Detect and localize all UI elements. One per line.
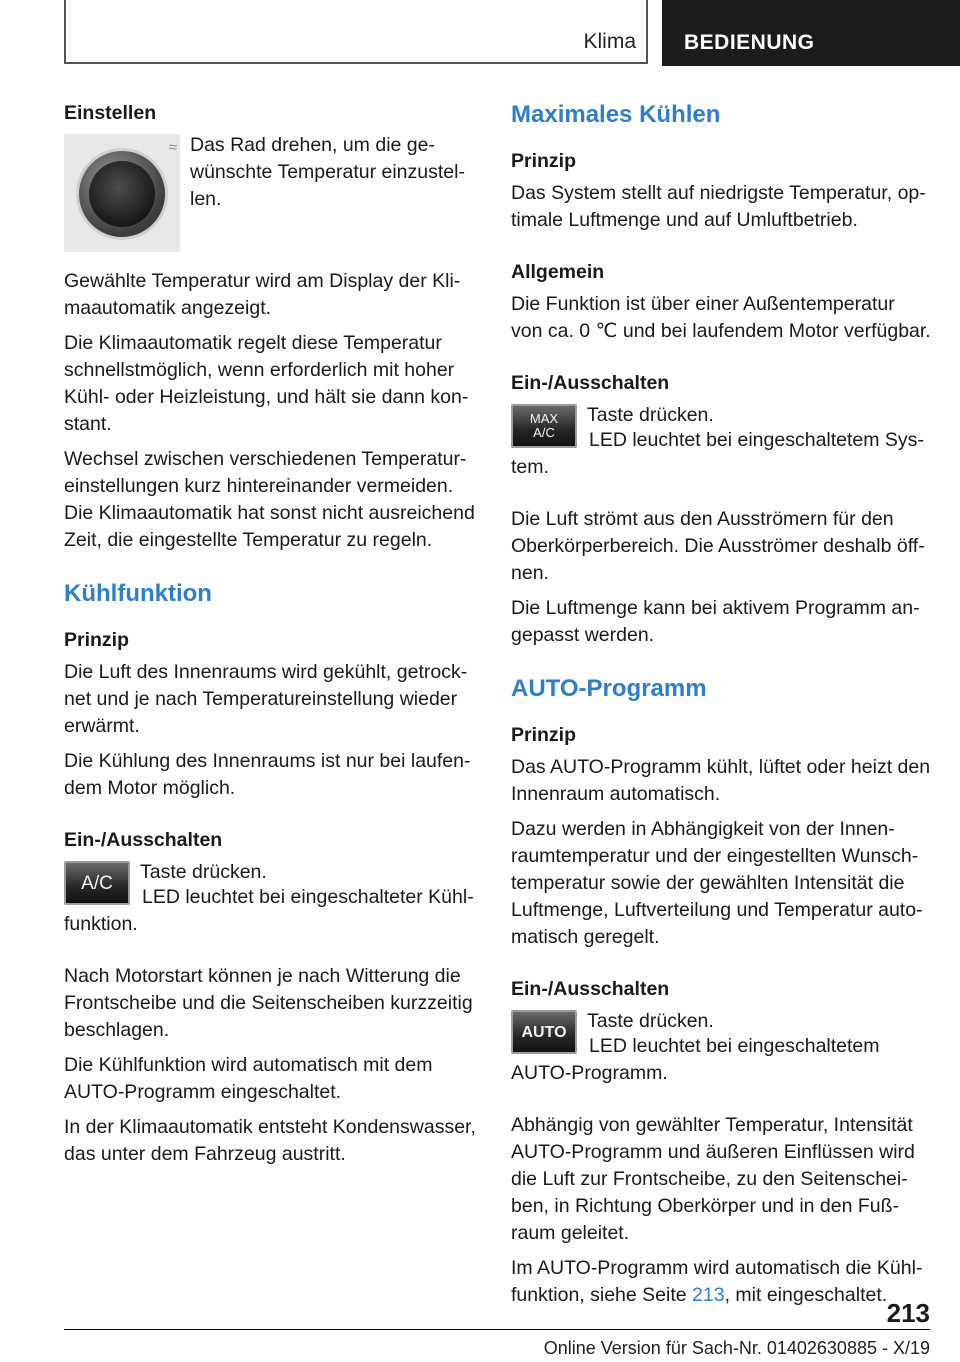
ac-button-image: A/C xyxy=(64,861,130,905)
footer-divider xyxy=(64,1329,930,1330)
knob-figure xyxy=(64,132,482,268)
paragraph: Die Kühlung des Innenraums ist nur bei laufendem Motor möglich. xyxy=(64,750,471,799)
paragraph: Das System stellt auf niedrigste Temperatur, optimale Luftmenge und auf Umluftbetrieb. xyxy=(511,182,926,231)
paragraph: Im AUTO-Programm wird automatisch die Kühlfunktion, siehe Seite 213, mit eingeschaltet. xyxy=(511,1257,923,1306)
heat-waves-icon: ≈ xyxy=(168,139,177,156)
paragraph: Nach Motorstart können je nach Witterung die Frontscheibe und die Seitenscheiben kurzzeitig beschlagen. xyxy=(64,965,473,1041)
header-section-title: Klima xyxy=(583,30,636,53)
knob-instruction: Das Rad drehen, um die gewünschte Temperatur einzustellen. xyxy=(190,134,465,210)
led-text: LED leuchtet bei eingeschaltetem System. xyxy=(511,429,924,478)
heading-einstellen: Einstellen xyxy=(64,102,157,124)
paragraph: Die Luft strömt aus den Ausströmern für den Oberkörperbereich. Die Ausströmer deshalb öffnen. xyxy=(511,508,925,584)
press-text: Taste drücken. xyxy=(587,1010,714,1032)
max-ac-label-line2: A/C xyxy=(533,425,555,440)
paragraph: Die Luftmenge kann bei aktivem Programm angepasst werden. xyxy=(511,597,920,646)
paragraph: Die Luft des Innenraums wird gekühlt, getrocknet und je nach Temperatureinstellung wieder erwärmt. xyxy=(64,661,468,737)
paragraph: In der Klimaautomatik entsteht Kondenswasser, das unter dem Fahrzeug austritt. xyxy=(64,1116,476,1165)
knob-center xyxy=(89,161,155,227)
press-text: Taste drücken. xyxy=(140,861,267,883)
heading-ein-ausschalten: Ein-/Ausschalten xyxy=(511,978,670,1000)
max-ac-label-line1: MAX xyxy=(529,411,559,426)
paragraph: Die Funktion ist über einer Außentemperatur von ca. 0 ℃ und bei laufendem Motor verfügbar. xyxy=(511,293,931,342)
heading-kuehlfunktion: Kühlfunktion xyxy=(64,580,212,607)
heading-prinzip: Prinzip xyxy=(64,629,130,651)
paragraph: Dazu werden in Abhängigkeit von der Innenraumtemperatur und der eingestellten Wunschtemperatur sowie der gewählten Intensität die Luftmenge, Luftverteilung und Temperatur automatisch geregelt. xyxy=(511,818,923,948)
press-text: Taste drücken. xyxy=(587,404,714,426)
paragraph: Die Klimaautomatik regelt diese Temperatur schnellstmöglich, wenn erforderlich mit hoher Kühl- oder Heizleistung, und hält sie dann konstant. xyxy=(64,332,469,435)
led-text: LED leuchtet bei eingeschaltetem AUTO-Programm. xyxy=(511,1035,880,1084)
temperature-knob-image xyxy=(64,134,180,252)
heading-prinzip: Prinzip xyxy=(511,724,577,746)
heading-allgemein: Allgemein xyxy=(511,261,605,283)
paragraph: Wechsel zwischen verschiedenen Temperatureinstellungen kurz hintereinander vermeiden. Die Klimaautomatik hat sonst nicht ausreichend Zeit, die eingestellte Temperatur zu regeln. xyxy=(64,448,475,551)
heading-maximales-kuehlen: Maximales Kühlen xyxy=(511,101,721,128)
heading-ein-ausschalten: Ein-/Ausschalten xyxy=(511,372,670,394)
auto-button-image: AUTO xyxy=(511,1010,577,1054)
paragraph: Das AUTO-Programm kühlt, lüftet oder heizt den Innenraum automatisch. xyxy=(511,756,931,805)
led-text: LED leuchtet bei eingeschalteter Kühlfunktion. xyxy=(64,886,474,935)
page-reference-link[interactable]: 213 xyxy=(692,1284,725,1306)
heading-prinzip: Prinzip xyxy=(511,150,577,172)
paragraph: Die Kühlfunktion wird automatisch mit dem AUTO-Programm eingeschaltet. xyxy=(64,1054,433,1103)
heading-ein-ausschalten: Ein-/Ausschalten xyxy=(64,829,223,851)
knob-ring xyxy=(76,148,168,240)
paragraph: Abhängig von gewählter Temperatur, Intensität AUTO-Programm und äußeren Einflüssen wird die Luft zur Frontscheibe, zu den Seitenscheiben, in Richtung Oberkörper und in den Fußraum geleitet. xyxy=(511,1114,915,1244)
page-number: 213 xyxy=(886,1298,930,1328)
heading-auto-programm: AUTO-Programm xyxy=(511,675,707,702)
left-column xyxy=(64,100,482,1176)
max-ac-button-image xyxy=(511,404,577,448)
header-chapter-title: BEDIENUNG xyxy=(662,0,960,66)
footer-text: Online Version für Sach-Nr. 01402630885 - X/19 xyxy=(543,1338,930,1358)
right-column xyxy=(511,100,931,1317)
paragraph: Gewählte Temperatur wird am Display der Klimaautomatik angezeigt. xyxy=(64,270,461,319)
